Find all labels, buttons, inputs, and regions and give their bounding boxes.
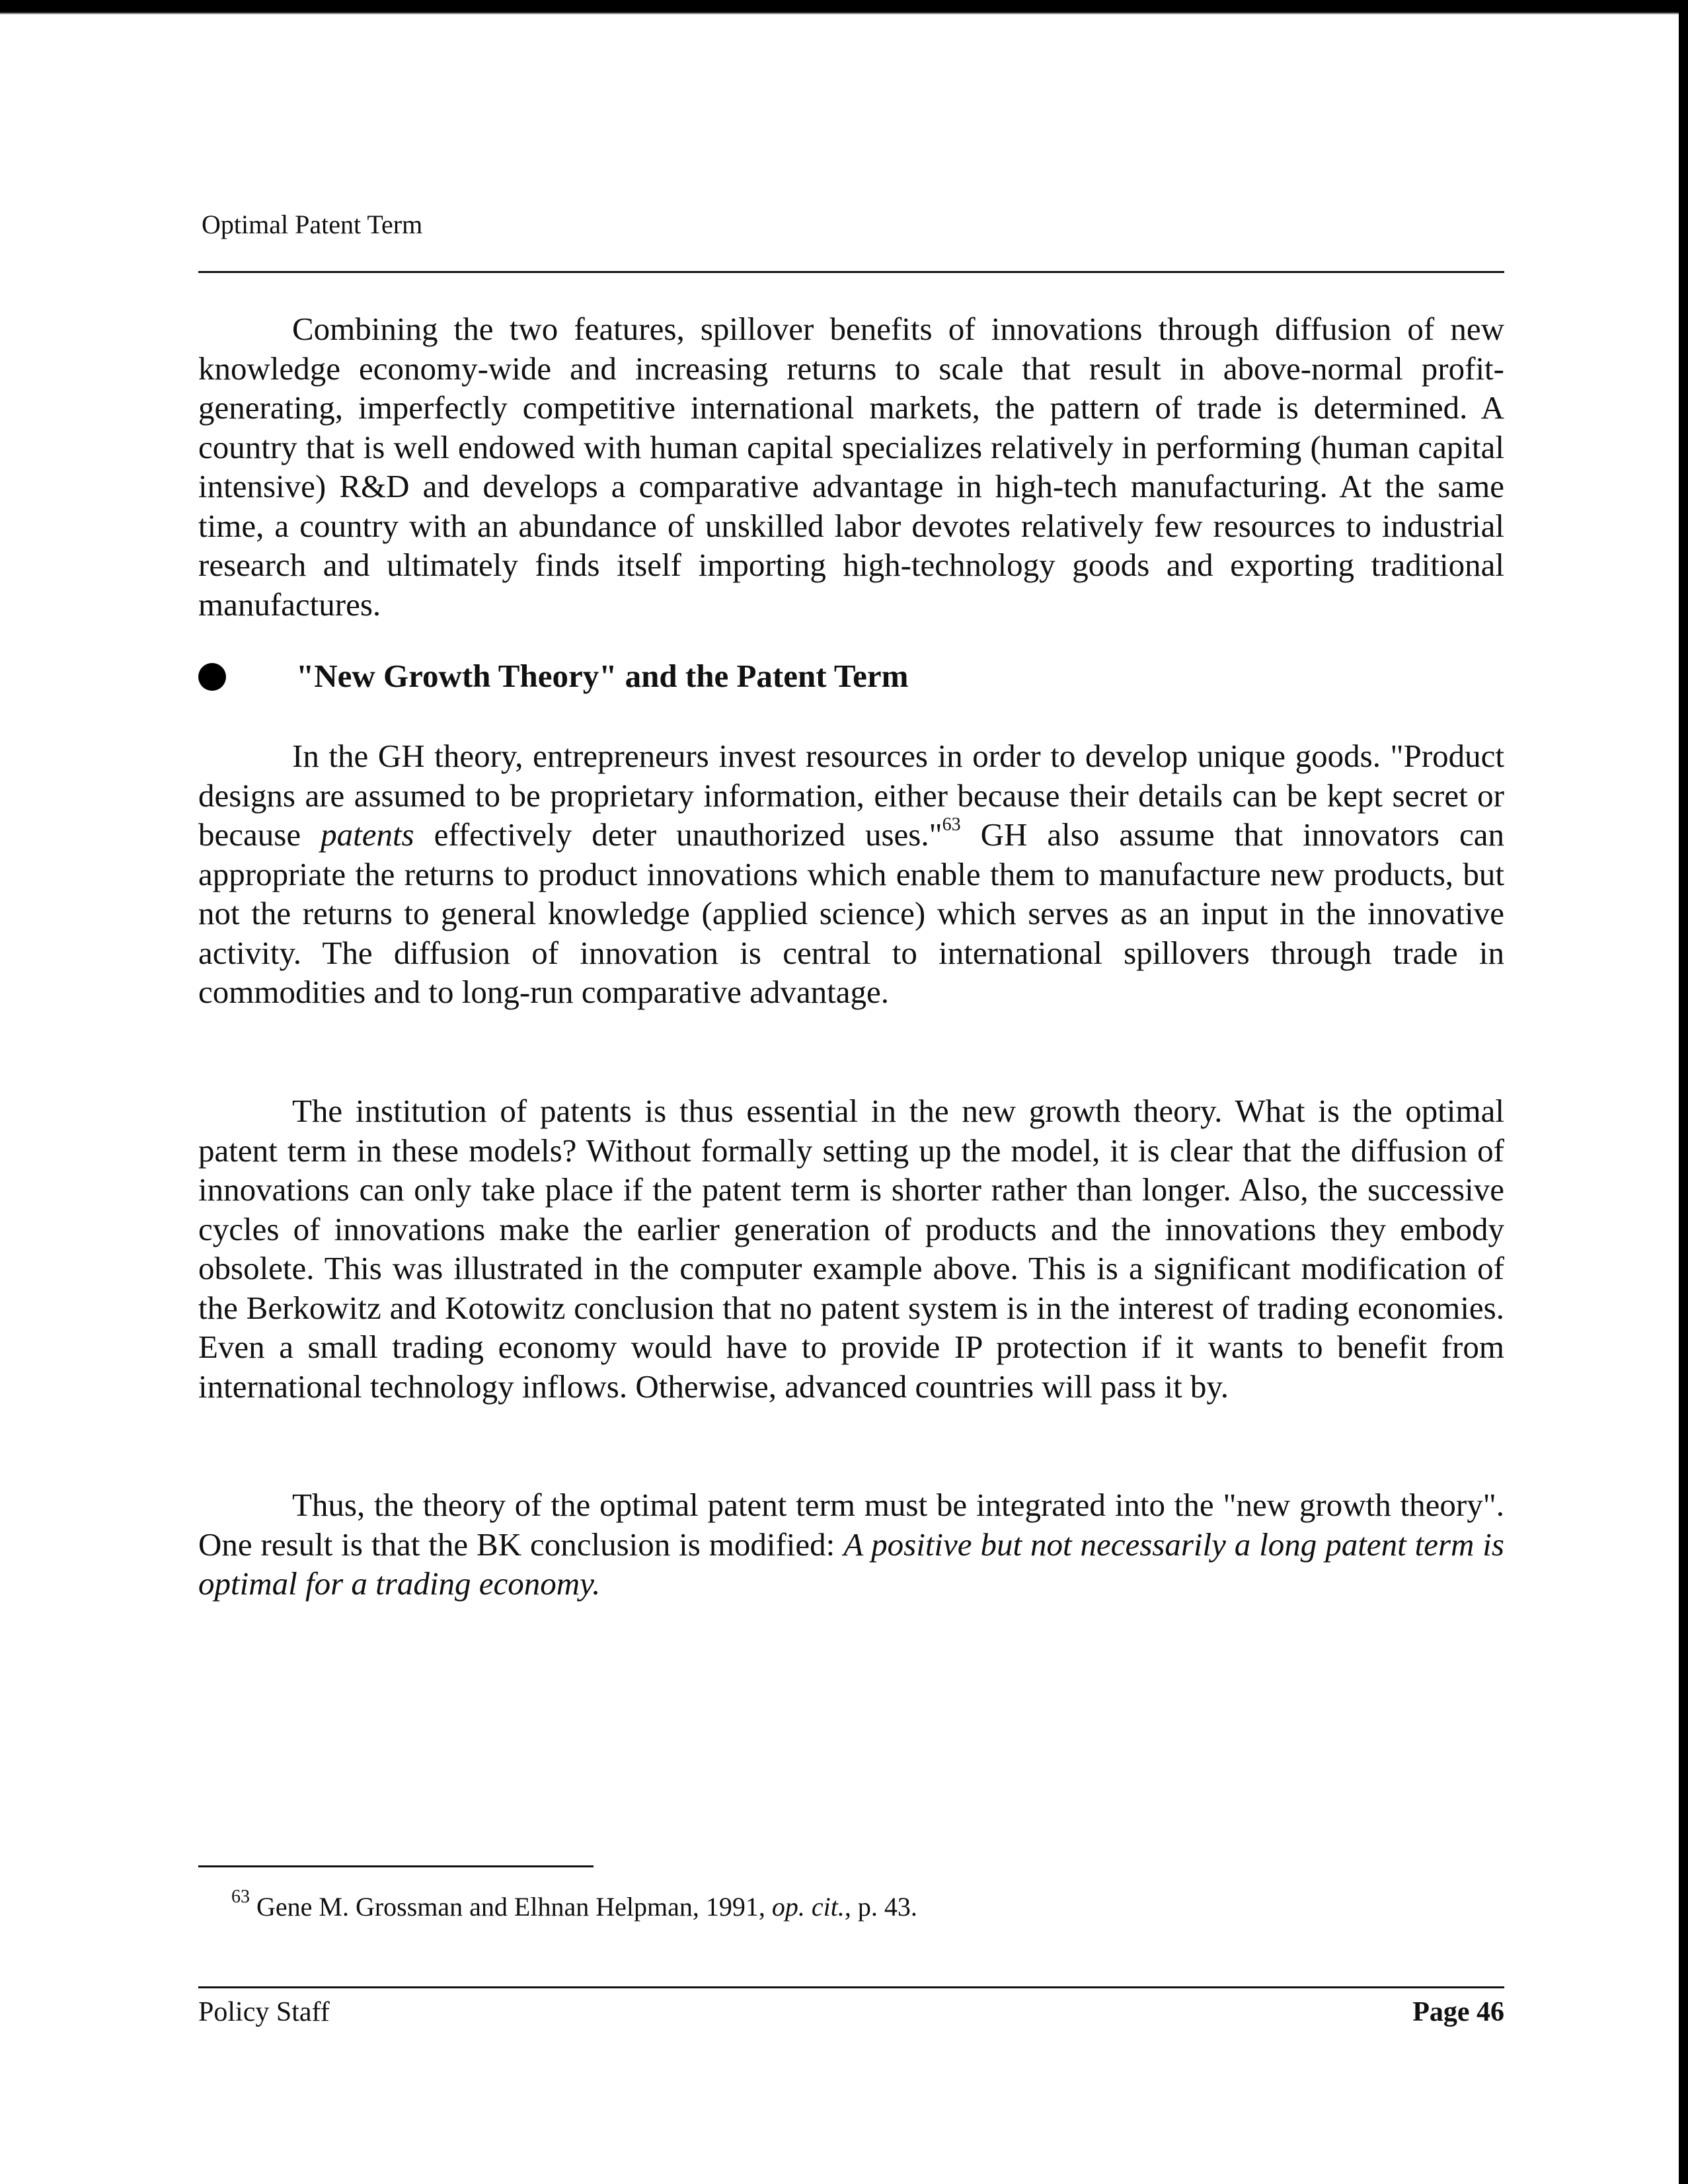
scan-border-top — [0, 0, 1688, 15]
footnote-italic: op. cit. — [771, 1892, 845, 1922]
paragraph-1-text: Combining the two features, spillover benefits of innovations through diffusion of new knowledge economy-wide and increasing returns to scale that result in above-normal profit-generating, imperfectly competitive international markets, the pattern of trade is determined. A country that is well endowed with human capital specializes relatively in performing (human capital intensive) R&D and develops a comparative advantage in high-tech manufacturing. At the same time, a country with an abundance of unskilled labor devotes relatively few resources to industrial research and ultimately finds itself importing high-technology goods and exporting traditional manufactures. — [198, 311, 1504, 623]
paragraph-4 — [198, 1485, 1504, 1604]
header-rule — [198, 271, 1504, 273]
bullet-icon — [198, 663, 226, 691]
paragraph-4-text — [198, 1485, 1504, 1604]
paragraph-4-part-1: Thus, the theory of the optimal patent term must be integrated into the "new growth theory". One result is that the BK conclusion is modified: — [198, 1487, 1504, 1563]
paragraph-2-part-3: GH also assume that innovators can appropriate the returns to product innovations which enable them to manufacture new products, but not the returns to general knowledge (applied science) which serves as an input in the innovative activity. The diffusion of innovation is central to international spillovers through trade in commodities and to long-run comparative advantage. — [198, 816, 1504, 1010]
paragraph-4-conclusion: A positive but not necessarily a long patent term is optimal for a trading economy. — [198, 1526, 1504, 1602]
paragraph-2-italic: patents — [321, 816, 414, 853]
paragraph-2 — [198, 736, 1504, 1012]
section-heading — [198, 656, 1504, 703]
running-title: Optimal Patent Term — [202, 210, 423, 239]
footnote — [231, 1886, 917, 1924]
footnote-number: 63 — [231, 1886, 250, 1907]
paragraph-3 — [198, 1091, 1504, 1406]
footnote-rule — [198, 1865, 594, 1867]
footnote-text-after: , p. 43. — [844, 1892, 917, 1922]
footnote-text-before: Gene M. Grossman and Elhnan Helpman, 1991, — [250, 1892, 772, 1922]
scan-border-right — [1679, 0, 1688, 2184]
page-number: Page 46 — [1412, 1997, 1504, 2027]
paragraph-2-part-2: effectively deter unauthorized uses." — [414, 816, 942, 853]
footer-rule — [198, 1986, 1504, 1988]
footnote-reference: 63 — [942, 814, 961, 835]
paragraph-3-text: The institution of patents is thus essential in the new growth theory. What is the optimal patent term in these models? Without formally setting up the model, it is clear that the diffusion of innovations can only take place if the patent term is shorter rather than longer. Also, the successive cycles of innovations make the earlier generation of products and the innovations they embody obsolete. This was illustrated in the computer example above. This is a significant modification of the Berkowitz and Kotowitz conclusion that no patent system is in the interest of trading economies. Even a small trading economy would have to provide IP protection if it wants to benefit from international technology inflows. Otherwise, advanced countries will pass it by. — [198, 1093, 1504, 1405]
paragraph-1 — [198, 309, 1504, 624]
paragraph-2-text — [198, 736, 1504, 1012]
footer-left: Policy Staff — [198, 1997, 330, 2027]
section-heading-text: "New Growth Theory" and the Patent Term — [296, 658, 909, 694]
paragraph-2-part-1: In the GH theory, entrepreneurs invest resources in order to develop unique goods. "Product designs are assumed to be proprietary information, either because their details can be kept secret or because — [198, 738, 1504, 853]
